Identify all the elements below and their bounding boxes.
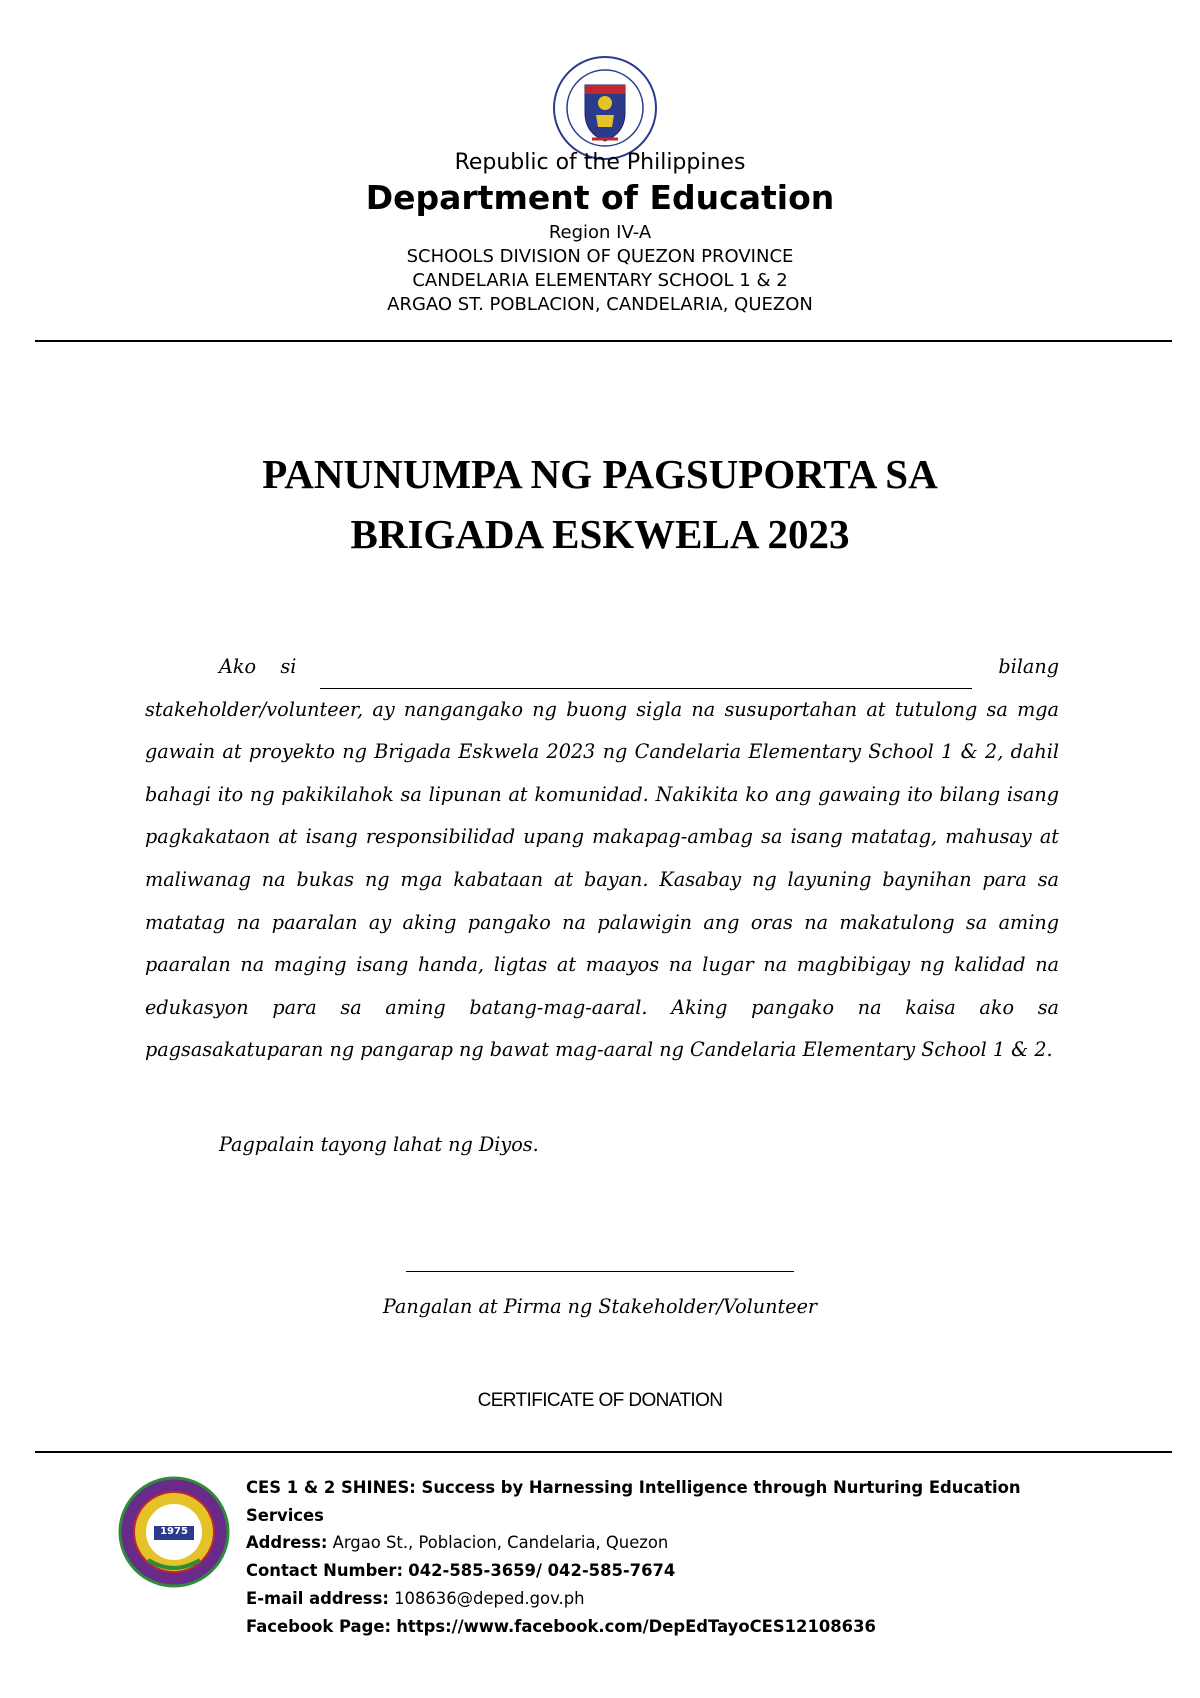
bilang-label: bilang xyxy=(998,655,1059,678)
logo-year: 1975 xyxy=(160,1526,188,1537)
certificate-of-donation-label: CERTIFICATE OF DONATION xyxy=(477,1390,723,1411)
division-line: SCHOOLS DIVISION OF QUEZON PROVINCE xyxy=(406,246,794,267)
oath-body xyxy=(145,646,1059,1072)
title-line-1: PANUNUMPA NG PAGSUPORTA SA xyxy=(262,451,938,497)
name-fill-blank[interactable] xyxy=(320,668,972,689)
department-title: Department of Education xyxy=(365,178,835,217)
footer-divider xyxy=(35,1451,1172,1453)
header-divider xyxy=(35,340,1172,342)
signature-line[interactable] xyxy=(406,1271,794,1272)
school-address-line: ARGAO ST. POBLACION, CANDELARIA, QUEZON xyxy=(387,294,813,315)
footer-contact-block xyxy=(246,1474,1046,1640)
footer-facebook xyxy=(246,1613,1046,1641)
facebook-link[interactable]: https://www.facebook.com/DepEdTayoCES12108636 xyxy=(396,1616,876,1636)
closing-blessing: Pagpalain tayong lahat ng Diyos. xyxy=(219,1133,539,1156)
address-value: Argao St., Poblacion, Candelaria, Quezon xyxy=(332,1533,669,1553)
school-motto: CES 1 & 2 SHINES: Success by Harnessing Intelligence through Nurturing Education Services xyxy=(246,1478,1021,1525)
deped-seal-icon xyxy=(552,55,658,161)
ako-si-label: Ako si xyxy=(219,655,297,678)
address-label: Address: xyxy=(246,1533,328,1553)
email-value[interactable]: 108636@deped.gov.ph xyxy=(394,1588,585,1608)
oath-paragraph: stakeholder/volunteer, ay nangangako ng buong sigla na susuportahan at tutulong sa mga gawain at proyekto ng Brigada Eskwela 2023 ng Candelaria Elementary School 1 & 2, dahil bahagi ito ng pakikilahok sa lipunan at komunidad. Nakikita ko ang gawaing ito bilang isang pagkakataon at isang responsibilidad upang makapag-ambag sa isang matatag, mahusay at maliwanag na bukas ng mga kabataan at bayan. Kasabay ng layuning baynihan para sa matatag na paaralan ay aking pangako na palawigin ang oras na makatulong sa aming paaralan na maging isang handa, ligtas at maayos na lugar na magbibigay ng kalidad na edukasyon para sa aming batang-mag-aaral. Aking pangako na kaisa ako sa pagsasakatuparan ng pangarap ng bawat mag-aaral ng Candelaria Elementary School 1 & 2. xyxy=(145,697,1059,1062)
facebook-label: Facebook Page: xyxy=(246,1616,392,1636)
region-line: Region IV-A xyxy=(548,222,652,243)
title-line-2: BRIGADA ESKWELA 2023 xyxy=(350,511,850,557)
footer-email xyxy=(246,1585,1046,1613)
contact-value: 042-585-3659/ 042-585-7674 xyxy=(408,1561,676,1581)
footer-contact xyxy=(246,1557,1046,1585)
footer-address xyxy=(246,1529,1046,1557)
school-line: CANDELARIA ELEMENTARY SCHOOL 1 & 2 xyxy=(412,270,788,291)
document-title xyxy=(0,444,1200,564)
contact-label: Contact Number: xyxy=(246,1561,404,1581)
republic-line: Republic of the Philippines xyxy=(454,150,746,175)
signature-caption: Pangalan at Pirma ng Stakeholder/Volunteer xyxy=(382,1295,818,1318)
email-label: E-mail address: xyxy=(246,1588,389,1608)
name-blank-line xyxy=(145,646,1059,689)
